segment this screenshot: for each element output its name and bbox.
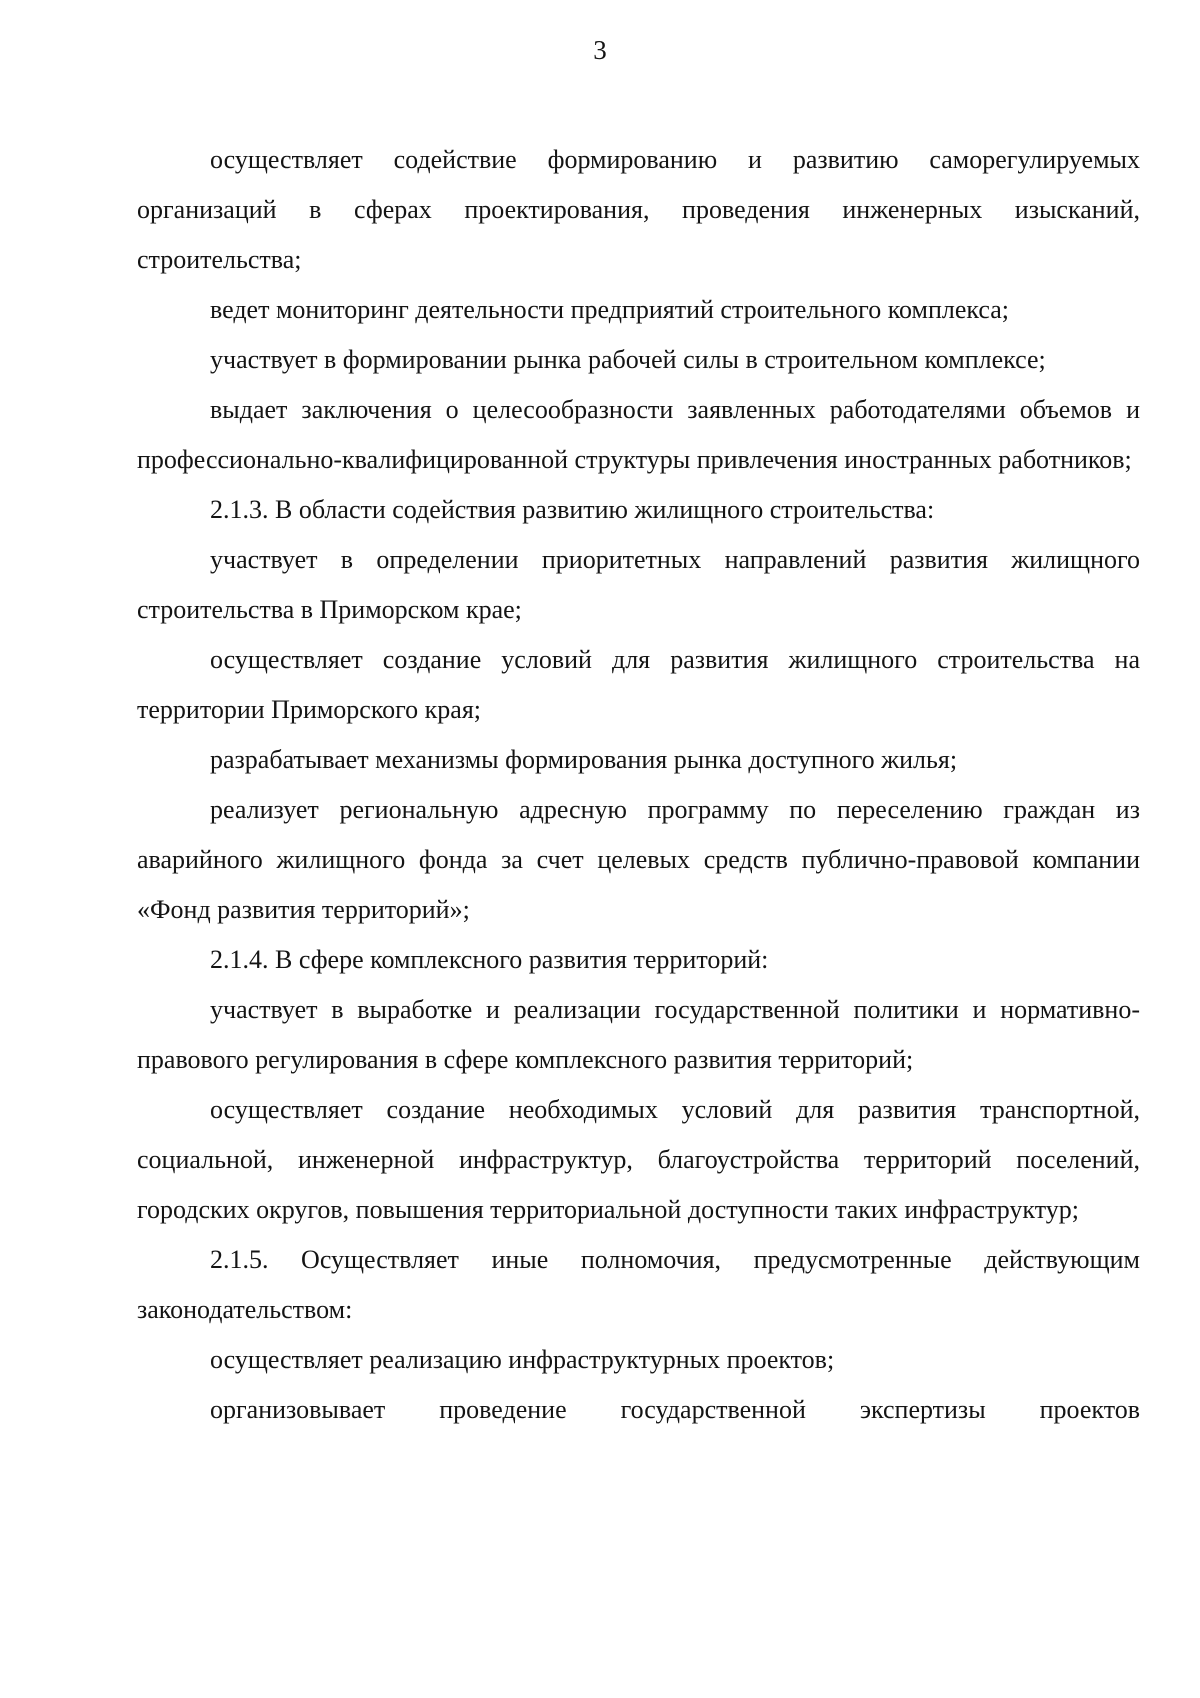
paragraph: участвует в определении приоритетных направлений развития жилищного строительства в Приморском крае; <box>137 545 1140 624</box>
paragraph: ведет мониторинг деятельности предприятий строительного комплекса; <box>210 295 1010 324</box>
paragraph: разрабатывает механизмы формирования рынка доступного жилья; <box>210 745 958 774</box>
page-number: 3 <box>593 35 607 65</box>
paragraph: осуществляет содействие формированию и развитию саморегулируемых организаций в сферах проектирования, проведения инженерных изысканий, строительства; <box>137 145 1140 274</box>
paragraph: реализует региональную адресную программу по переселению граждан из аварийного жилищного фонда за счет целевых средств публично-правовой компании «Фонд развития территорий»; <box>137 795 1140 924</box>
section-heading: 2.1.3. В области содействия развитию жилищного строительства: <box>210 495 935 524</box>
paragraph: осуществляет создание условий для развития жилищного строительства на территории Приморского края; <box>137 645 1140 724</box>
paragraph: выдает заключения о целесообразности заявленных работодателями объемов и профессионально-квалифицированной структуры привлечения иностранных работников; <box>137 395 1140 474</box>
section-heading: 2.1.4. В сфере комплексного развития территорий: <box>210 945 769 974</box>
document-body <box>137 135 1140 1435</box>
paragraph: осуществляет реализацию инфраструктурных проектов; <box>210 1345 835 1374</box>
section-heading: 2.1.5. Осуществляет иные полномочия, предусмотренные действующим законодательством: <box>137 1245 1140 1324</box>
paragraph: участвует в формировании рынка рабочей силы в строительном комплексе; <box>210 345 1046 374</box>
paragraph: осуществляет создание необходимых условий для развития транспортной, социальной, инженерной инфраструктур, благоустройства территорий поселений, городских округов, повышения территориальной доступности таких инфраструктур; <box>137 1095 1140 1224</box>
paragraph: участвует в выработке и реализации государственной политики и нормативно-правового регулирования в сфере комплексного развития территорий; <box>137 995 1140 1074</box>
paragraph: организовывает проведение государственной экспертизы проектов <box>210 1395 1140 1424</box>
